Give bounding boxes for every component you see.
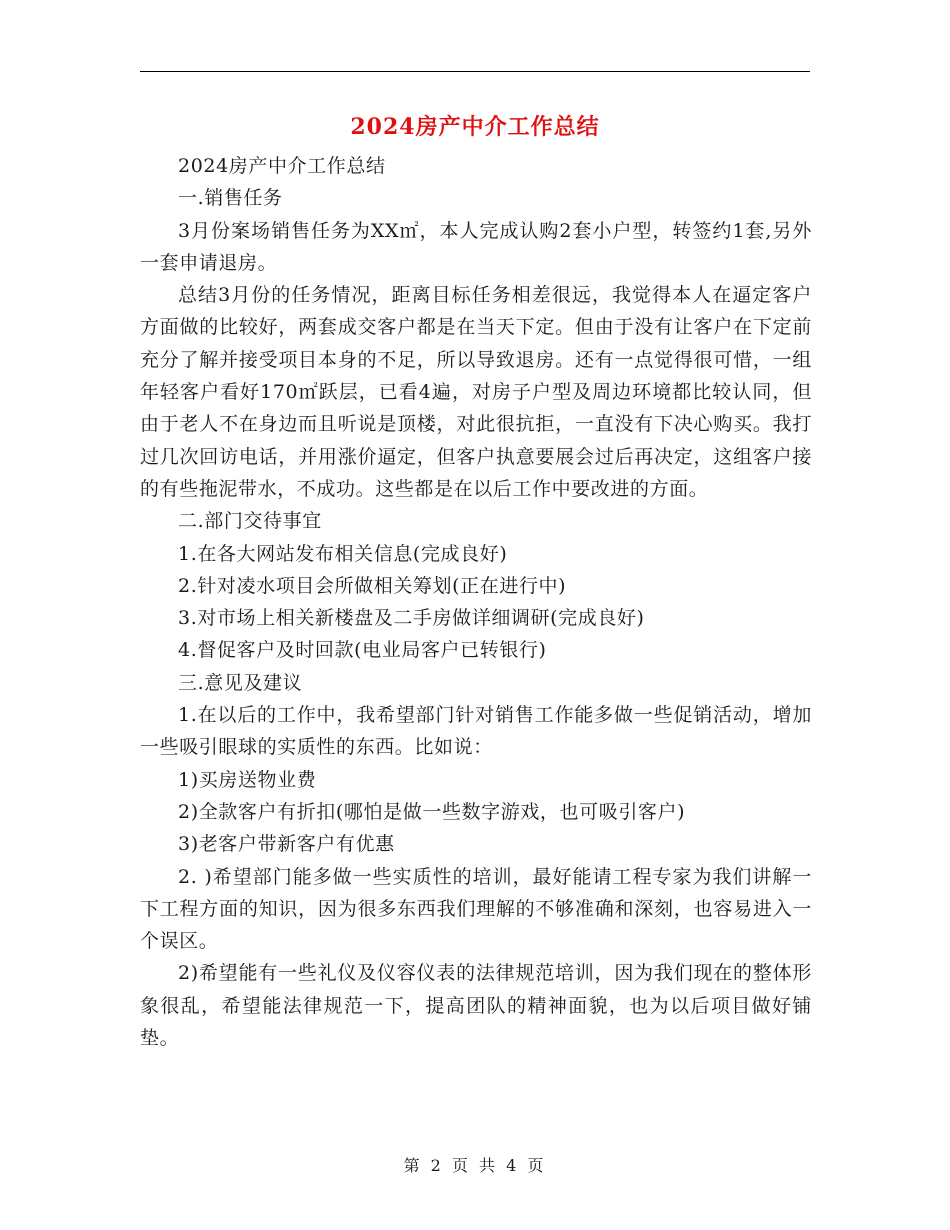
paragraph-subtitle: 2024房产中介工作总结 [178, 155, 386, 177]
section-heading-sales-task: 一.销售任务 [178, 187, 283, 210]
paragraph-sales-task: 3月份案场销售任务为XX㎡，本人完成认购2套小户型，转签约1套,另外一套申请退房。 [140, 219, 812, 274]
list-item-dept-4: 4.督促客户及时回款(电业局客户已转银行) [178, 639, 547, 662]
document-body [140, 150, 812, 1054]
document-title: 2024房产中介工作总结 [350, 114, 600, 140]
header-rule [140, 71, 810, 72]
paragraph-summary: 总结3月份的任务情况，距离目标任务相差很远，我觉得本人在逼定客户方面做的比较好，两套成交客户都是在当天下定。但由于没有让客户在下定前充分了解并接受项目本身的不足，所以导致退房。还有一点觉得很可惜，一组年轻客户看好170㎡跃层，已看4遍，对房子户型及周边环境都比较认同，但由于老人不在身边而且听说是顶楼，对此很抗拒，一直没有下决心购买。我打过几次回访电话，并用涨价逼定，但客户执意要展会过后再决定，这组客户接的有些拖泥带水，不成功。这些都是在以后工作中要改进的方面。 [140, 284, 812, 500]
list-item-dept-1: 1.在各大网站发布相关信息(完成良好) [178, 542, 508, 565]
list-item-promo-3: 3)老客户带新客户有优惠 [178, 833, 395, 856]
paragraph-suggestion-2: 2. )希望部门能多做一些实质性的培训，最好能请工程专家为我们讲解一下工程方面的知识，因为很多东西我们理解的不够准确和深刻，也容易进入一个误区。 [140, 865, 812, 953]
section-heading-department-tasks: 二.部门交待事宜 [178, 510, 322, 533]
section-heading-suggestions: 三.意见及建议 [178, 671, 303, 694]
paragraph-suggestion-1: 1.在以后的工作中，我希望部门针对销售工作能多做一些促销活动，增加一些吸引眼球的实质性的东西。比如说： [140, 704, 812, 759]
paragraph-suggestion-3: 2)希望能有一些礼仪及仪容仪表的法律规范培训，因为我们现在的整体形象很乱，希望能法律规范一下，提高团队的精神面貌，也为以后项目做好铺垫。 [140, 962, 812, 1050]
list-item-promo-2: 2)全款客户有折扣(哪怕是做一些数字游戏，也可吸引客户) [178, 800, 686, 823]
list-item-dept-2: 2.针对凌水项目会所做相关筹划(正在进行中) [178, 574, 567, 597]
list-item-promo-1: 1)买房送物业费 [178, 768, 317, 791]
list-item-dept-3: 3.对市场上相关新楼盘及二手房做详细调研(完成良好) [178, 607, 645, 630]
page-number-footer: 第 2 页 共 4 页 [403, 1156, 547, 1175]
